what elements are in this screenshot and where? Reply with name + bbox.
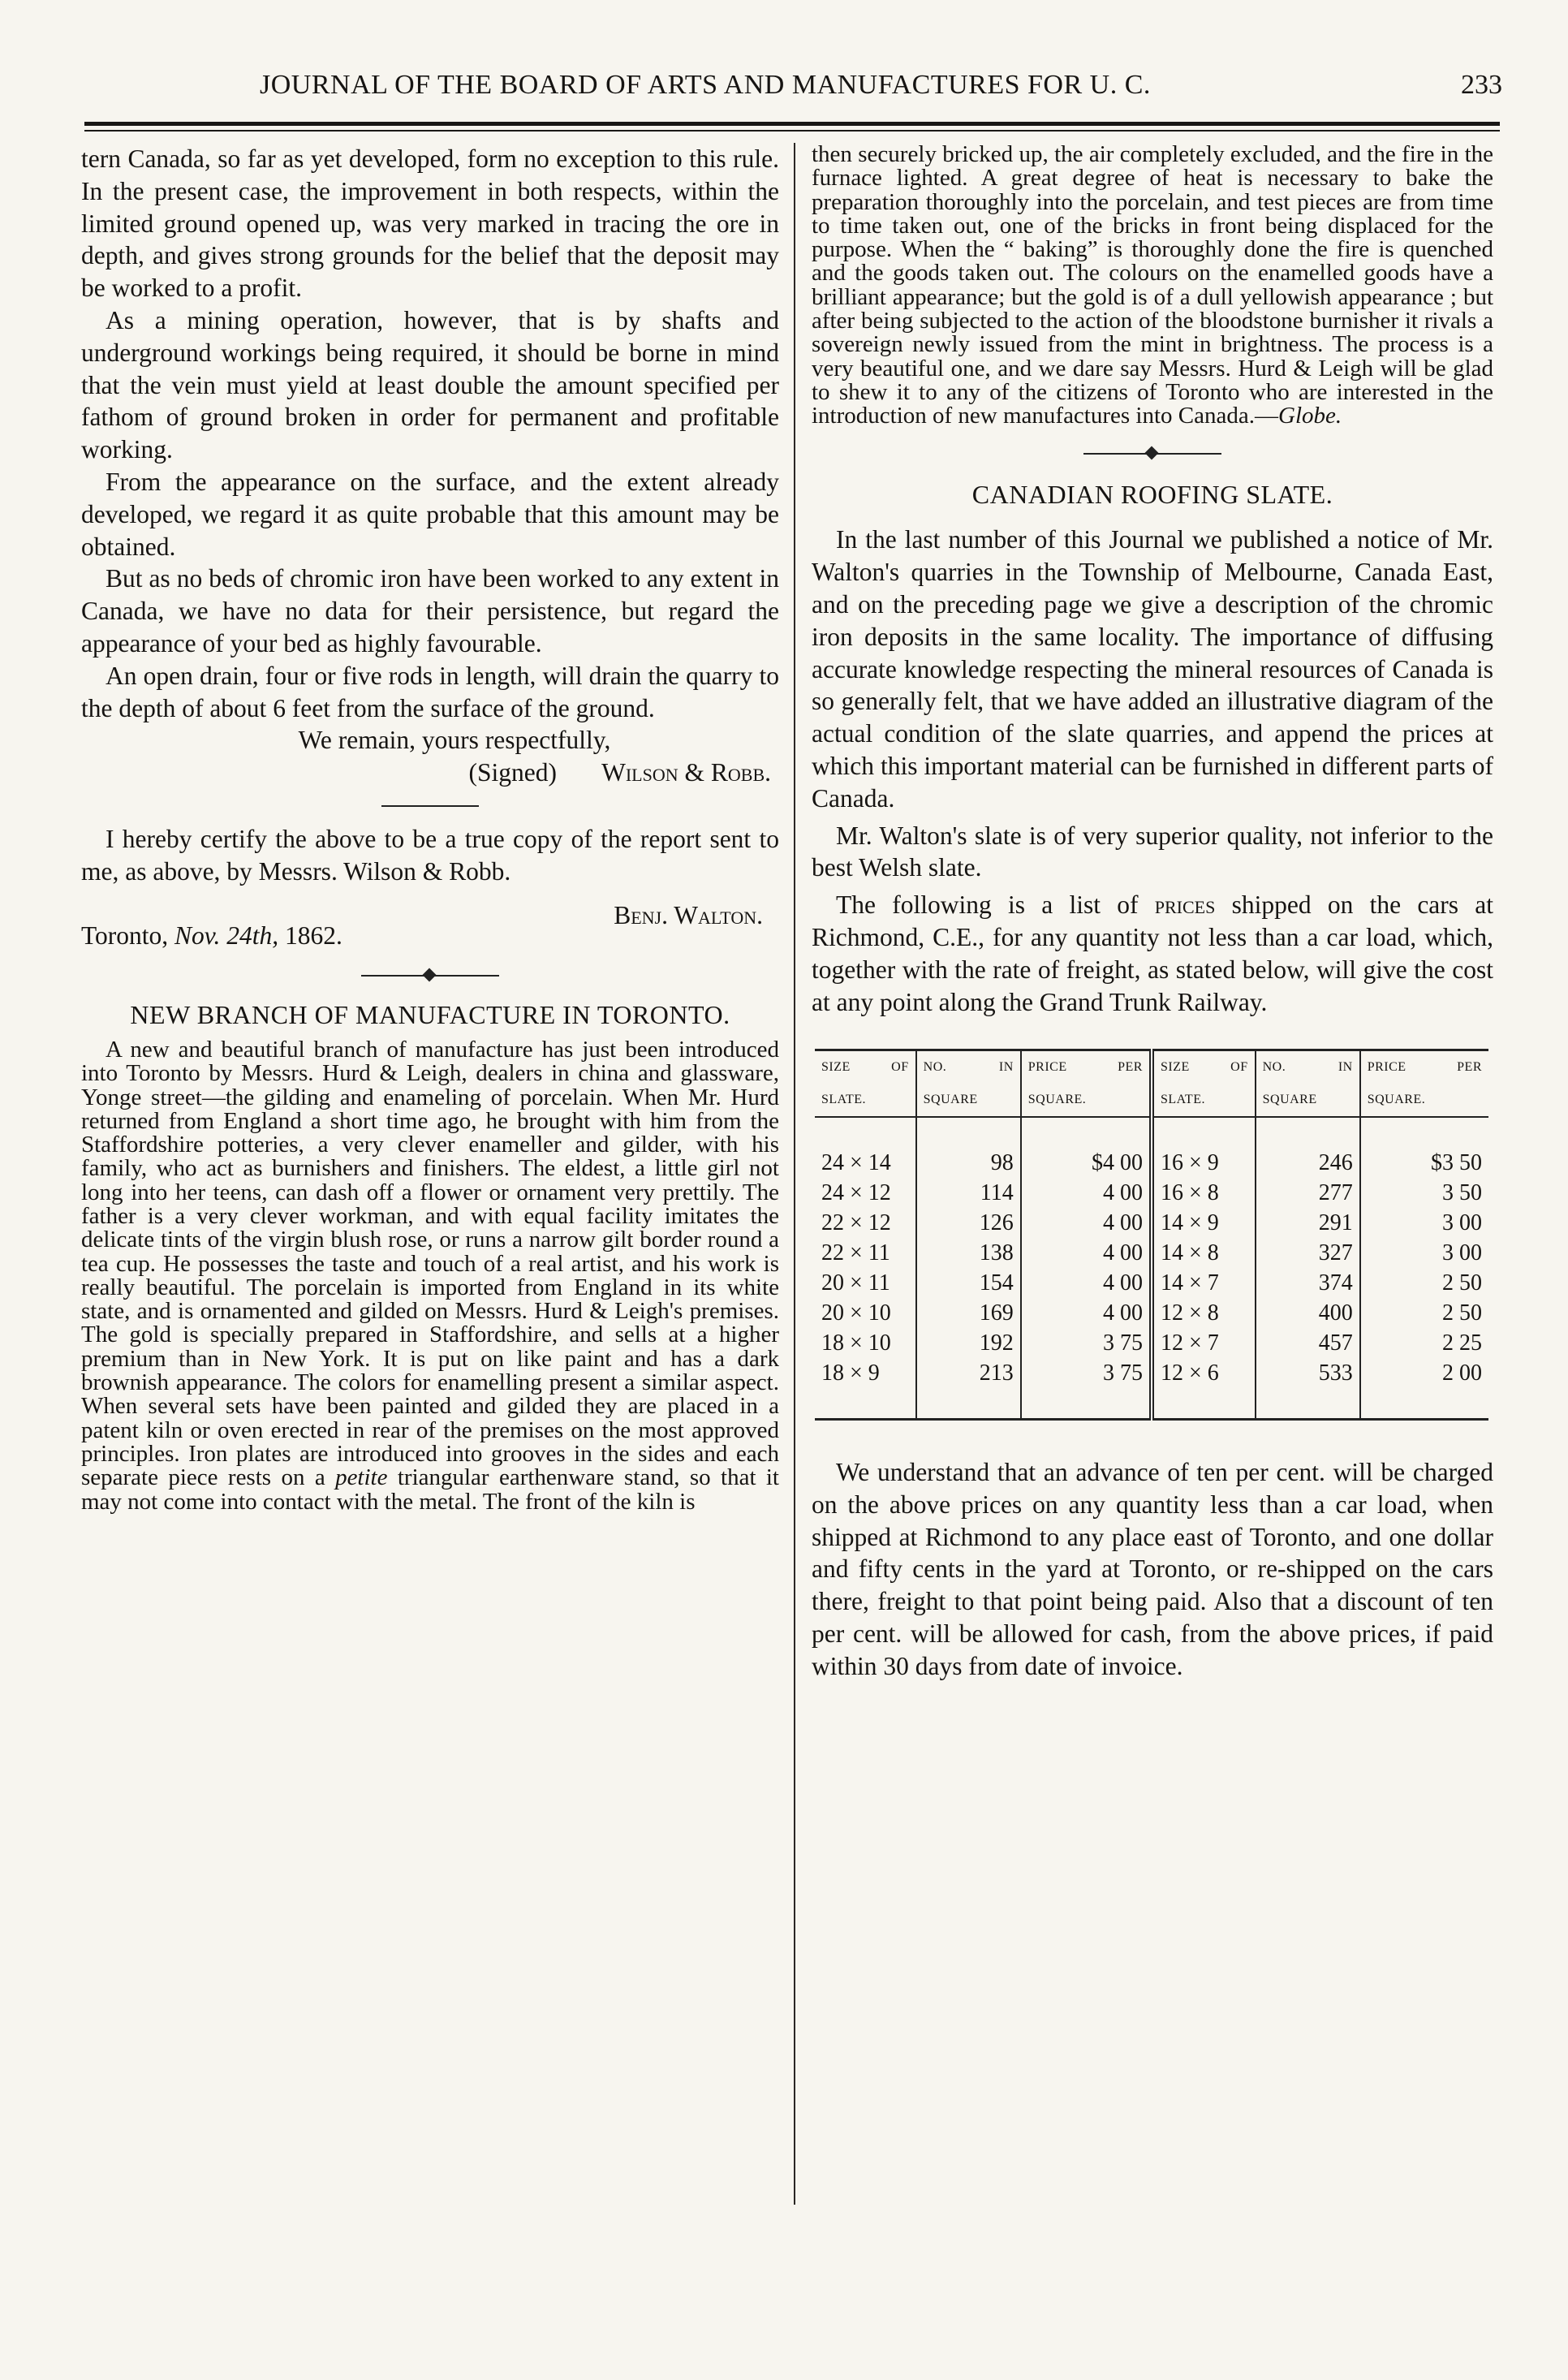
table-row	[815, 1238, 1488, 1268]
paragraph-text: shipped on the cars at Richmond, C.E., for any quantity not less than a car load, which, together with the rate of freight, as stated below, will give the cost at any point along the Grand Trunk Railway.	[812, 890, 1494, 1016]
article-italic: petite	[335, 1464, 388, 1491]
price-cell: 3 00	[1360, 1208, 1488, 1238]
size-cell: 22 × 11	[821, 1240, 890, 1265]
slate-price-table	[815, 1049, 1488, 1421]
article-source: Globe.	[1278, 403, 1342, 429]
paragraph: From the appearance on the surface, and the extent already developed, we regard it as quite probable that this amount may be obtained.	[81, 467, 779, 561]
prices-smallcaps: prices	[1154, 890, 1216, 920]
paragraph: As a mining operation, however, that is by shafts and underground workings being required, it should be borne in mind that the vein must yield at least double the amount specified per fathom of ground broken in order for permanent and profitable working.	[81, 305, 779, 464]
table-spacer-row	[815, 1388, 1488, 1420]
price-cell: 4 00	[1021, 1208, 1152, 1238]
table-row	[815, 1298, 1488, 1328]
section-divider-diamond	[361, 975, 499, 977]
paragraph: But as no beds of chromic iron have been worked to any extent in Canada, we have no data for their persistence, but regard the appearance of your bed as highly favourable.	[81, 564, 779, 658]
paragraph-text: The following is a list of	[836, 890, 1139, 920]
column-header: NO. IN SQUARE	[1256, 1050, 1360, 1117]
column-header: NO. IN SQUARE	[916, 1050, 1021, 1117]
table-spacer-row	[815, 1117, 1488, 1148]
article-text: A new and beautiful branch of manufacture has just been introduced into Toronto by Messrs. Hurd & Leigh, dealers in china and glassware, Yonge street—the gilding and enameling of porcelain. When Mr. Hurd returned from England a short time ago, he brought with him from the Staffordshire potteries, a very clever enameller and gilder, with his family, who act as burnishers and finishers. The eldest, a little girl not long into her teens, can dash off a flower or ornament very prettily. The father is a very clever workman, and with equal facility imitates the delicate tints of the virgin blush rose, or runs a narrow gilt border round a tea cup. He possesses the taste and touch of a real artist, and his work is really beautiful. The porcelain is imported from England in its white state, and is ornamented and gilded on Messrs. Hurd & Leigh's premises. The gold is specially prepared in Staffordshire, and sells at a higher premium than in New York. It is put on like paint and has a dark brownish appearance. The colors for enamelling present a similar aspect. When several sets have been painted and gilded they are placed in a patent kiln or oven erected in rear of the premises on the most approved principles. Iron plates are introduced into grooves in the sides and each separate piece rests on a	[81, 1036, 779, 1491]
price-cell: 3 75	[1021, 1358, 1152, 1388]
count-cell: 457	[1256, 1328, 1360, 1358]
dateline-year: 1862.	[284, 921, 342, 951]
dateline-place: Toronto,	[81, 921, 169, 951]
count-cell: 291	[1256, 1208, 1360, 1238]
table-row	[815, 1208, 1488, 1238]
count-cell: 126	[916, 1208, 1021, 1238]
journal-title: JOURNAL OF THE BOARD OF ARTS AND MANUFACTURES FOR U. C.	[260, 70, 1151, 100]
right-column	[812, 143, 1493, 1682]
signature-line	[81, 757, 779, 789]
paragraph: An open drain, four or five rods in length, will drain the quarry to the depth of about 6 feet from the surface of the ground.	[81, 661, 779, 722]
size-cell: 22 × 12	[821, 1209, 891, 1235]
section-heading: NEW BRANCH OF MANUFACTURE IN TORONTO.	[130, 1000, 730, 1030]
table-header-row	[815, 1050, 1488, 1117]
column-separator	[794, 143, 795, 2205]
size-cell: 12 × 8	[1152, 1298, 1256, 1328]
price-cell: 3 50	[1360, 1178, 1488, 1208]
count-cell: 169	[916, 1298, 1021, 1328]
price-cell: $3 50	[1360, 1148, 1488, 1178]
paragraph: tern Canada, so far as yet developed, form no exception to this rule. In the present case, the improvement in both respects, within the limited ground opened up, was very marked in tracing the ore in depth, and gives strong grounds for the belief that the deposit may be worked to a profit.	[81, 144, 779, 303]
count-cell: 374	[1256, 1268, 1360, 1298]
size-cell: 18 × 10	[821, 1330, 891, 1356]
size-cell: 20 × 11	[821, 1270, 890, 1296]
count-cell: 138	[916, 1238, 1021, 1268]
dateline-date: Nov. 24th,	[174, 921, 279, 951]
certifier-name: Benj. Walton.	[614, 900, 763, 929]
table-row	[815, 1328, 1488, 1358]
size-cell: 20 × 10	[821, 1300, 891, 1326]
price-cell: $4 00	[1021, 1148, 1152, 1178]
size-cell: 14 × 8	[1152, 1238, 1256, 1268]
size-cell: 16 × 9	[1152, 1148, 1256, 1178]
price-cell: 3 75	[1021, 1328, 1152, 1358]
column-header: PRICE PER SQUARE.	[1360, 1050, 1488, 1117]
count-cell: 327	[1256, 1238, 1360, 1268]
article-text: then securely bricked up, the air completely excluded, and the fire in the furnace lighted. A great degree of heat is necessary to bake the preparation thoroughly into the porcelain, and test pieces are from time to time taken out, one of the bricks in front being displaced for the purpose. When the “ baking” is thoroughly done the fire is quenched and the goods taken out. The colours on the enamelled goods have a brilliant appearance; but the gold is of a dull yellowish appearance ; but after being subjected to the action of the bloodstone burnisher it rivals a sovereign newly issued from the mint in brightness. The process is a very beautiful one, and we dare say Messrs. Hurd & Leigh will be glad to shew it to any of the citizens of Toronto who are interested in the introduction of new manufactures into Canada.—	[812, 141, 1493, 429]
size-cell: 12 × 7	[1152, 1328, 1256, 1358]
size-cell: 24 × 12	[821, 1179, 891, 1205]
price-cell: 2 00	[1360, 1358, 1488, 1388]
signed-names: Wilson & Robb.	[601, 758, 771, 787]
price-cell: 2 25	[1360, 1328, 1488, 1358]
letter-closing: We remain, yours respectfully,	[298, 726, 611, 755]
size-cell: 14 × 9	[1152, 1208, 1256, 1238]
price-cell: 2 50	[1360, 1268, 1488, 1298]
article-continuation	[812, 143, 1493, 429]
table-row	[815, 1178, 1488, 1208]
price-cell: 4 00	[1021, 1178, 1152, 1208]
count-cell: 114	[916, 1178, 1021, 1208]
section-heading: CANADIAN ROOFING SLATE.	[971, 479, 1333, 509]
header-rule	[84, 122, 1500, 126]
running-header	[0, 60, 1568, 109]
certification-paragraph: I hereby certify the above to be a true copy of the report sent to me, as above, by Messrs. Wilson & Robb.	[81, 824, 779, 886]
price-cell: 2 50	[1360, 1298, 1488, 1328]
size-cell: 12 × 6	[1152, 1358, 1256, 1388]
price-cell: 3 00	[1360, 1238, 1488, 1268]
size-cell: 14 × 7	[1152, 1268, 1256, 1298]
paragraph: We understand that an advance of ten per cent. will be charged on the above prices on any quantity less than a car load, when shipped at Richmond to any place east of Toronto, and one dollar and fifty cents in the yard at Toronto, or re-shipped on the cars there, freight to that point being paid. Also that a discount of ten per cent. will be allowed for cash, from the above prices, if paid within 30 days from date of invoice.	[812, 1457, 1493, 1680]
table-row	[815, 1268, 1488, 1298]
page-number: 233	[1461, 70, 1502, 100]
count-cell: 213	[916, 1358, 1021, 1388]
count-cell: 98	[916, 1148, 1021, 1178]
table-row	[815, 1358, 1488, 1388]
count-cell: 192	[916, 1328, 1021, 1358]
signed-label: (Signed)	[468, 758, 557, 787]
price-cell: 4 00	[1021, 1268, 1152, 1298]
column-header: SIZE OF SLATE.	[815, 1050, 916, 1117]
column-header: PRICE PER SQUARE.	[1021, 1050, 1152, 1117]
section-divider-diamond	[1083, 453, 1221, 455]
article-text-end: triangular earthenware stand, so that it may not come into contact with the metal. The front of the kiln is	[81, 1464, 779, 1515]
paragraph: In the last number of this Journal we published a notice of Mr. Walton's quarries in the Township of Melbourne, Canada East, and on the preceding page we give a description of the chromic iron deposits in the same locality. The importance of diffusing accurate knowledge respecting the mineral resources of Canada is so generally felt, that we have added an illustrative diagram of the actual condition of the slate quarries, and append the prices at which this important material can be furnished in different parts of Canada.	[812, 525, 1493, 813]
paragraph: Mr. Walton's slate is of very superior quality, not inferior to the best Welsh slate.	[812, 821, 1493, 882]
left-column	[81, 143, 779, 1514]
header-rule-thin	[84, 130, 1500, 132]
count-cell: 277	[1256, 1178, 1360, 1208]
paragraph	[812, 889, 1493, 1018]
price-cell: 4 00	[1021, 1238, 1152, 1268]
size-cell: 16 × 8	[1152, 1178, 1256, 1208]
article-body	[81, 1038, 779, 1514]
column-header: SIZE OF SLATE.	[1152, 1050, 1256, 1117]
count-cell: 154	[916, 1268, 1021, 1298]
size-cell: 24 × 14	[821, 1149, 891, 1175]
count-cell: 533	[1256, 1358, 1360, 1388]
count-cell: 400	[1256, 1298, 1360, 1328]
section-divider	[381, 805, 479, 807]
price-cell: 4 00	[1021, 1298, 1152, 1328]
table-row	[815, 1148, 1488, 1178]
count-cell: 246	[1256, 1148, 1360, 1178]
size-cell: 18 × 9	[821, 1360, 880, 1386]
